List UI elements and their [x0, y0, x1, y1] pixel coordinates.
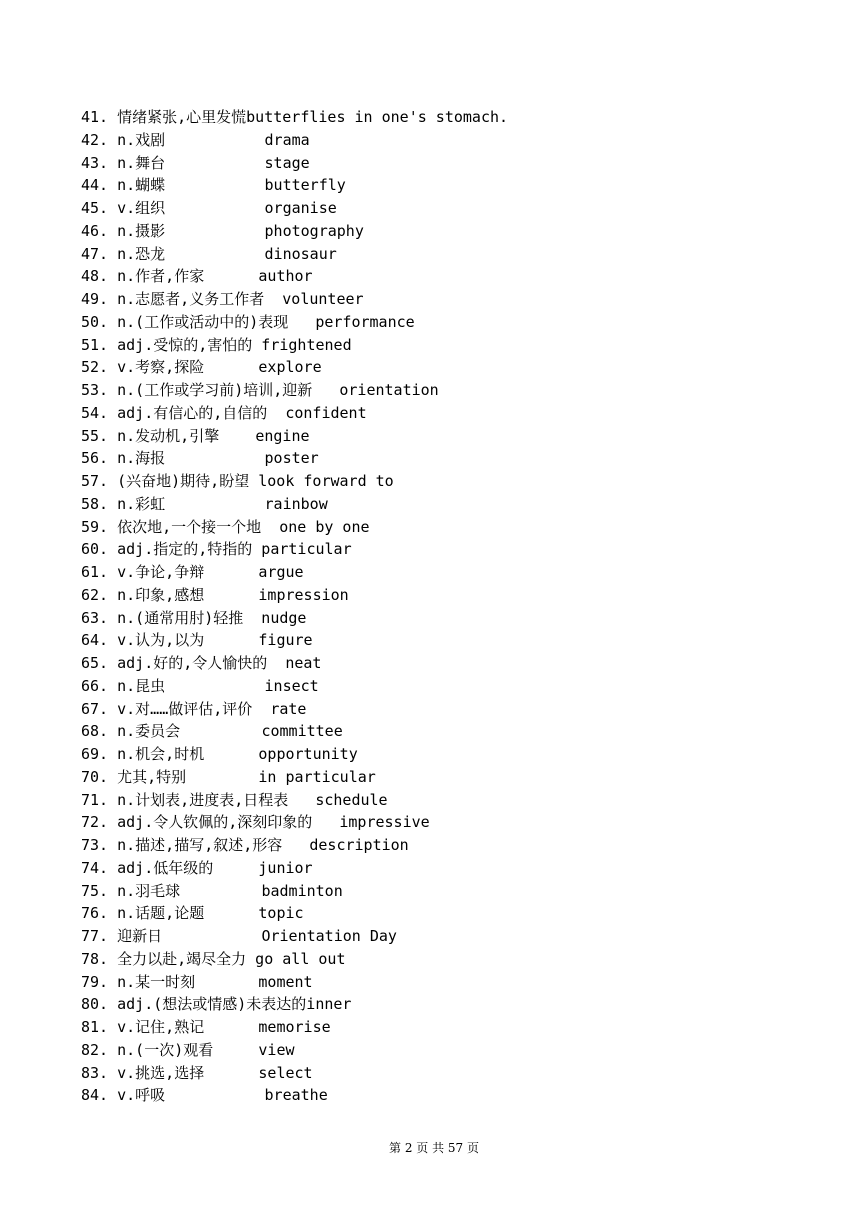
vocab-entry: 47. n.恐龙 dinosaur — [81, 244, 337, 263]
vocab-entry: 82. n.(一次)观看 view — [81, 1040, 295, 1059]
vocab-entry: 63. n.(通常用肘)轻推 nudge — [81, 608, 307, 627]
vocab-entry: 78. 全力以赴,竭尽全力 go all out — [81, 949, 346, 968]
vocab-entry: 54. adj.有信心的,自信的 confident — [81, 403, 367, 422]
vocab-entry: 77. 迎新日 Orientation Day — [81, 927, 397, 945]
page-number-footer: 第 2 页 共 57 页 — [389, 1141, 479, 1155]
vocab-entry: 64. v.认为,以为 figure — [81, 631, 313, 650]
vocab-entry: 57. (兴奋地)期待,盼望 look forward to — [81, 472, 394, 490]
vocab-entry: 41. 情绪紧张,心里发慌butterflies in one's stomach. — [81, 108, 509, 126]
vocab-entry: 42. n.戏剧 drama — [81, 130, 310, 149]
vocab-entry: 55. n.发动机,引擎 engine — [81, 426, 310, 445]
vocab-entry: 75. n.羽毛球 badminton — [81, 881, 343, 900]
vocab-entry: 52. v.考察,探险 explore — [81, 358, 322, 377]
vocab-entry: 58. n.彩虹 rainbow — [81, 494, 328, 513]
vocab-entry: 53. n.(工作或学习前)培训,迎新 orientation — [81, 381, 439, 399]
vocab-entry: 48. n.作者,作家 author — [81, 267, 313, 286]
vocab-entry: 46. n.摄影 photography — [81, 221, 364, 240]
vocab-entry: 74. adj.低年级的 junior — [81, 858, 313, 877]
vocab-entry: 72. adj.令人钦佩的,深刻印象的 impressive — [81, 813, 430, 832]
vocab-entry: 50. n.(工作或活动中的)表现 performance — [81, 312, 415, 331]
vocab-entry: 62. n.印象,感想 impression — [81, 585, 349, 604]
vocab-entry: 76. n.话题,论题 topic — [81, 904, 304, 923]
vocab-entry: 70. 尤其,特别 in particular — [81, 767, 376, 786]
vocab-entry: 56. n.海报 poster — [81, 449, 319, 468]
vocab-entry: 67. v.对……做评估,评价 rate — [81, 699, 307, 718]
vocab-entry: 59. 依次地,一个接一个地 one by one — [81, 517, 370, 536]
vocab-entry: 83. v.挑选,选择 select — [81, 1063, 313, 1082]
vocab-entry: 65. adj.好的,令人愉快的 neat — [81, 654, 322, 672]
vocab-entry: 69. n.机会,时机 opportunity — [81, 745, 358, 763]
vocabulary-list — [81, 106, 508, 1107]
vocab-entry: 81. v.记住,熟记 memorise — [81, 1018, 331, 1036]
vocab-entry: 43. n.舞台 stage — [81, 153, 310, 172]
vocab-entry: 71. n.计划表,进度表,日程表 schedule — [81, 790, 388, 809]
vocab-entry: 51. adj.受惊的,害怕的 frightened — [81, 335, 352, 354]
vocab-entry: 84. v.呼吸 breathe — [81, 1086, 328, 1105]
vocab-entry: 68. n.委员会 committee — [81, 722, 343, 741]
vocab-entry: 79. n.某一时刻 moment — [81, 972, 313, 991]
vocab-entry: 44. n.蝴蝶 butterfly — [81, 176, 346, 195]
vocab-entry: 60. adj.指定的,特指的 particular — [81, 540, 352, 559]
vocab-entry: 66. n.昆虫 insect — [81, 676, 319, 695]
vocab-entry: 73. n.描述,描写,叙述,形容 description — [81, 836, 409, 854]
vocab-entry: 45. v.组织 organise — [81, 199, 337, 217]
vocab-entry: 49. n.志愿者,义务工作者 volunteer — [81, 290, 364, 308]
vocab-entry: 80. adj.(想法或情感)未表达的inner — [81, 995, 352, 1014]
vocab-entry: 61. v.争论,争辩 argue — [81, 563, 304, 581]
